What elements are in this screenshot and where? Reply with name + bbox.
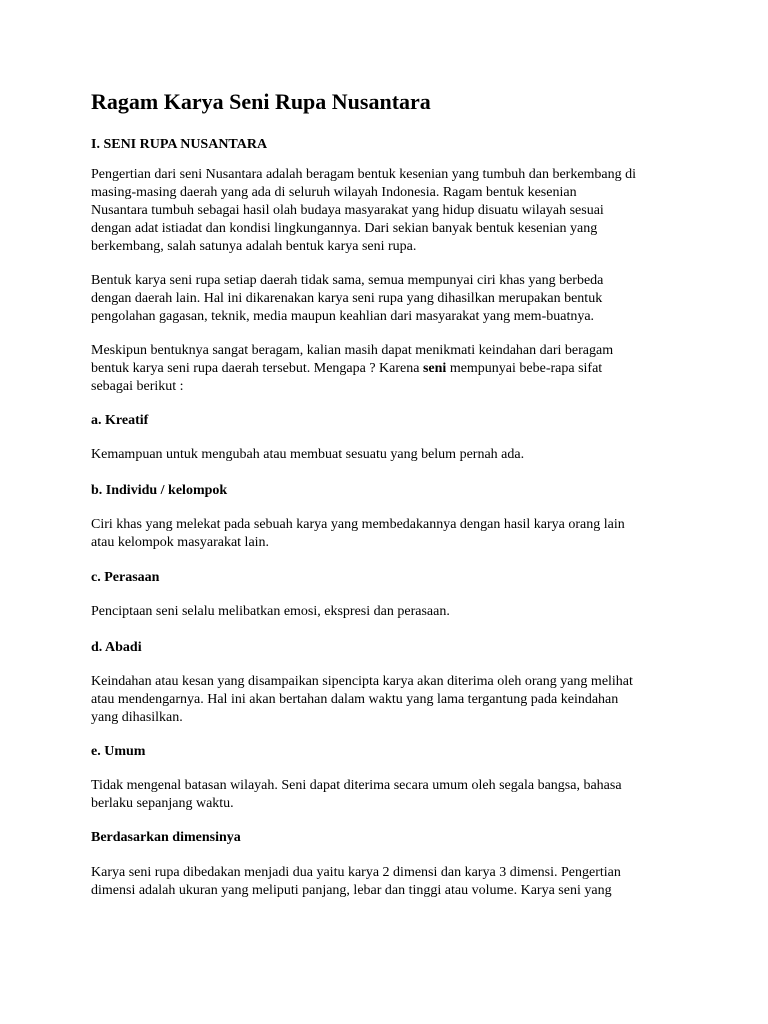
paragraph-line: Kemampuan untuk mengubah atau membuat sesuatu yang belum pernah ada. [91,447,525,462]
paragraph-line: atau kelompok masyarakat lain. [91,535,270,550]
paragraph-text: mempunyai bebe-rapa sifat [446,361,603,376]
paragraph-line: dengan adat istiadat dan kondisi lingkungannya. Dari sekian banyak bentuk kesenian yang [91,221,598,236]
paragraph-line: Ciri khas yang melekat pada sebuah karya yang membedakannya dengan hasil karya orang lain [91,517,625,532]
paragraph-line: sebagai berikut : [91,379,184,394]
intro-paragraph-2 [91,272,603,326]
trait-description-perasaan [91,603,450,621]
paragraph-line: dengan daerah lain. Hal ini dikarenakan karya seni rupa yang dihasilkan merupakan bentuk [91,291,603,306]
paragraph-line: masing-masing daerah yang ada di seluruh wilayah Indonesia. Ragam bentuk kesenian [91,185,577,200]
dimension-paragraph [91,864,621,900]
paragraph-line: Penciptaan seni selalu melibatkan emosi, ekspresi dan perasaan. [91,604,450,619]
paragraph-line: Pengertian dari seni Nusantara adalah beragam bentuk kesenian yang tumbuh dan berkembang di [91,167,637,182]
paragraph-line: Tidak mengenal batasan wilayah. Seni dapat diterima secara umum oleh segala bangsa, bahasa [91,778,622,793]
paragraph-line: dimensi adalah ukuran yang meliputi panjang, lebar dan tinggi atau volume. Karya seni yang [91,883,612,898]
paragraph-line: Bentuk karya seni rupa setiap daerah tidak sama, semua mempunyai ciri khas yang berbeda [91,273,604,288]
paragraph-line: atau mendengarnya. Hal ini akan bertahan dalam waktu yang lama tergantung pada keindahan [91,692,619,707]
paragraph-line: berkembang, salah satunya adalah bentuk karya seni rupa. [91,239,417,254]
paragraph-line: Keindahan atau kesan yang disampaikan sipencipta karya akan diterima oleh orang yang melihat [91,674,633,689]
trait-description-abadi [91,673,633,727]
trait-heading-individu-kelompok: b. Individu / kelompok [91,483,228,498]
emphasis-seni: seni [422,361,447,376]
paragraph-line [91,360,613,378]
trait-description-individu-kelompok [91,516,625,552]
paragraph-text: bentuk karya seni rupa daerah tersebut. Mengapa ? Karena [91,361,423,376]
intro-paragraph-3 [91,342,613,396]
trait-heading-abadi: d. Abadi [91,640,142,655]
trait-description-umum [91,777,622,813]
trait-heading-kreatif: a. Kreatif [91,413,149,428]
paragraph-line: pengolahan gagasan, teknik, media maupun keahlian dari masyarakat yang mem-buatnya. [91,309,595,324]
paragraph-line: berlaku sepanjang waktu. [91,796,234,811]
trait-heading-umum: e. Umum [91,744,146,759]
trait-heading-perasaan: c. Perasaan [91,570,160,585]
section-heading: I. SENI RUPA NUSANTARA [91,137,268,152]
paragraph-line: yang dihasilkan. [91,710,183,725]
intro-paragraph-1 [91,166,636,256]
paragraph-line: Nusantara tumbuh sebagai hasil olah budaya masyarakat yang hidup disuatu wilayah sesuai [91,203,604,218]
dimension-heading: Berdasarkan dimensinya [91,830,241,845]
document-title: Ragam Karya Seni Rupa Nusantara [91,89,431,114]
paragraph-line: Meskipun bentuknya sangat beragam, kalian masih dapat menikmati keindahan dari beragam [91,343,614,358]
paragraph-line: Karya seni rupa dibedakan menjadi dua yaitu karya 2 dimensi dan karya 3 dimensi. Pengertian [91,865,621,880]
trait-description-kreatif [91,446,524,464]
